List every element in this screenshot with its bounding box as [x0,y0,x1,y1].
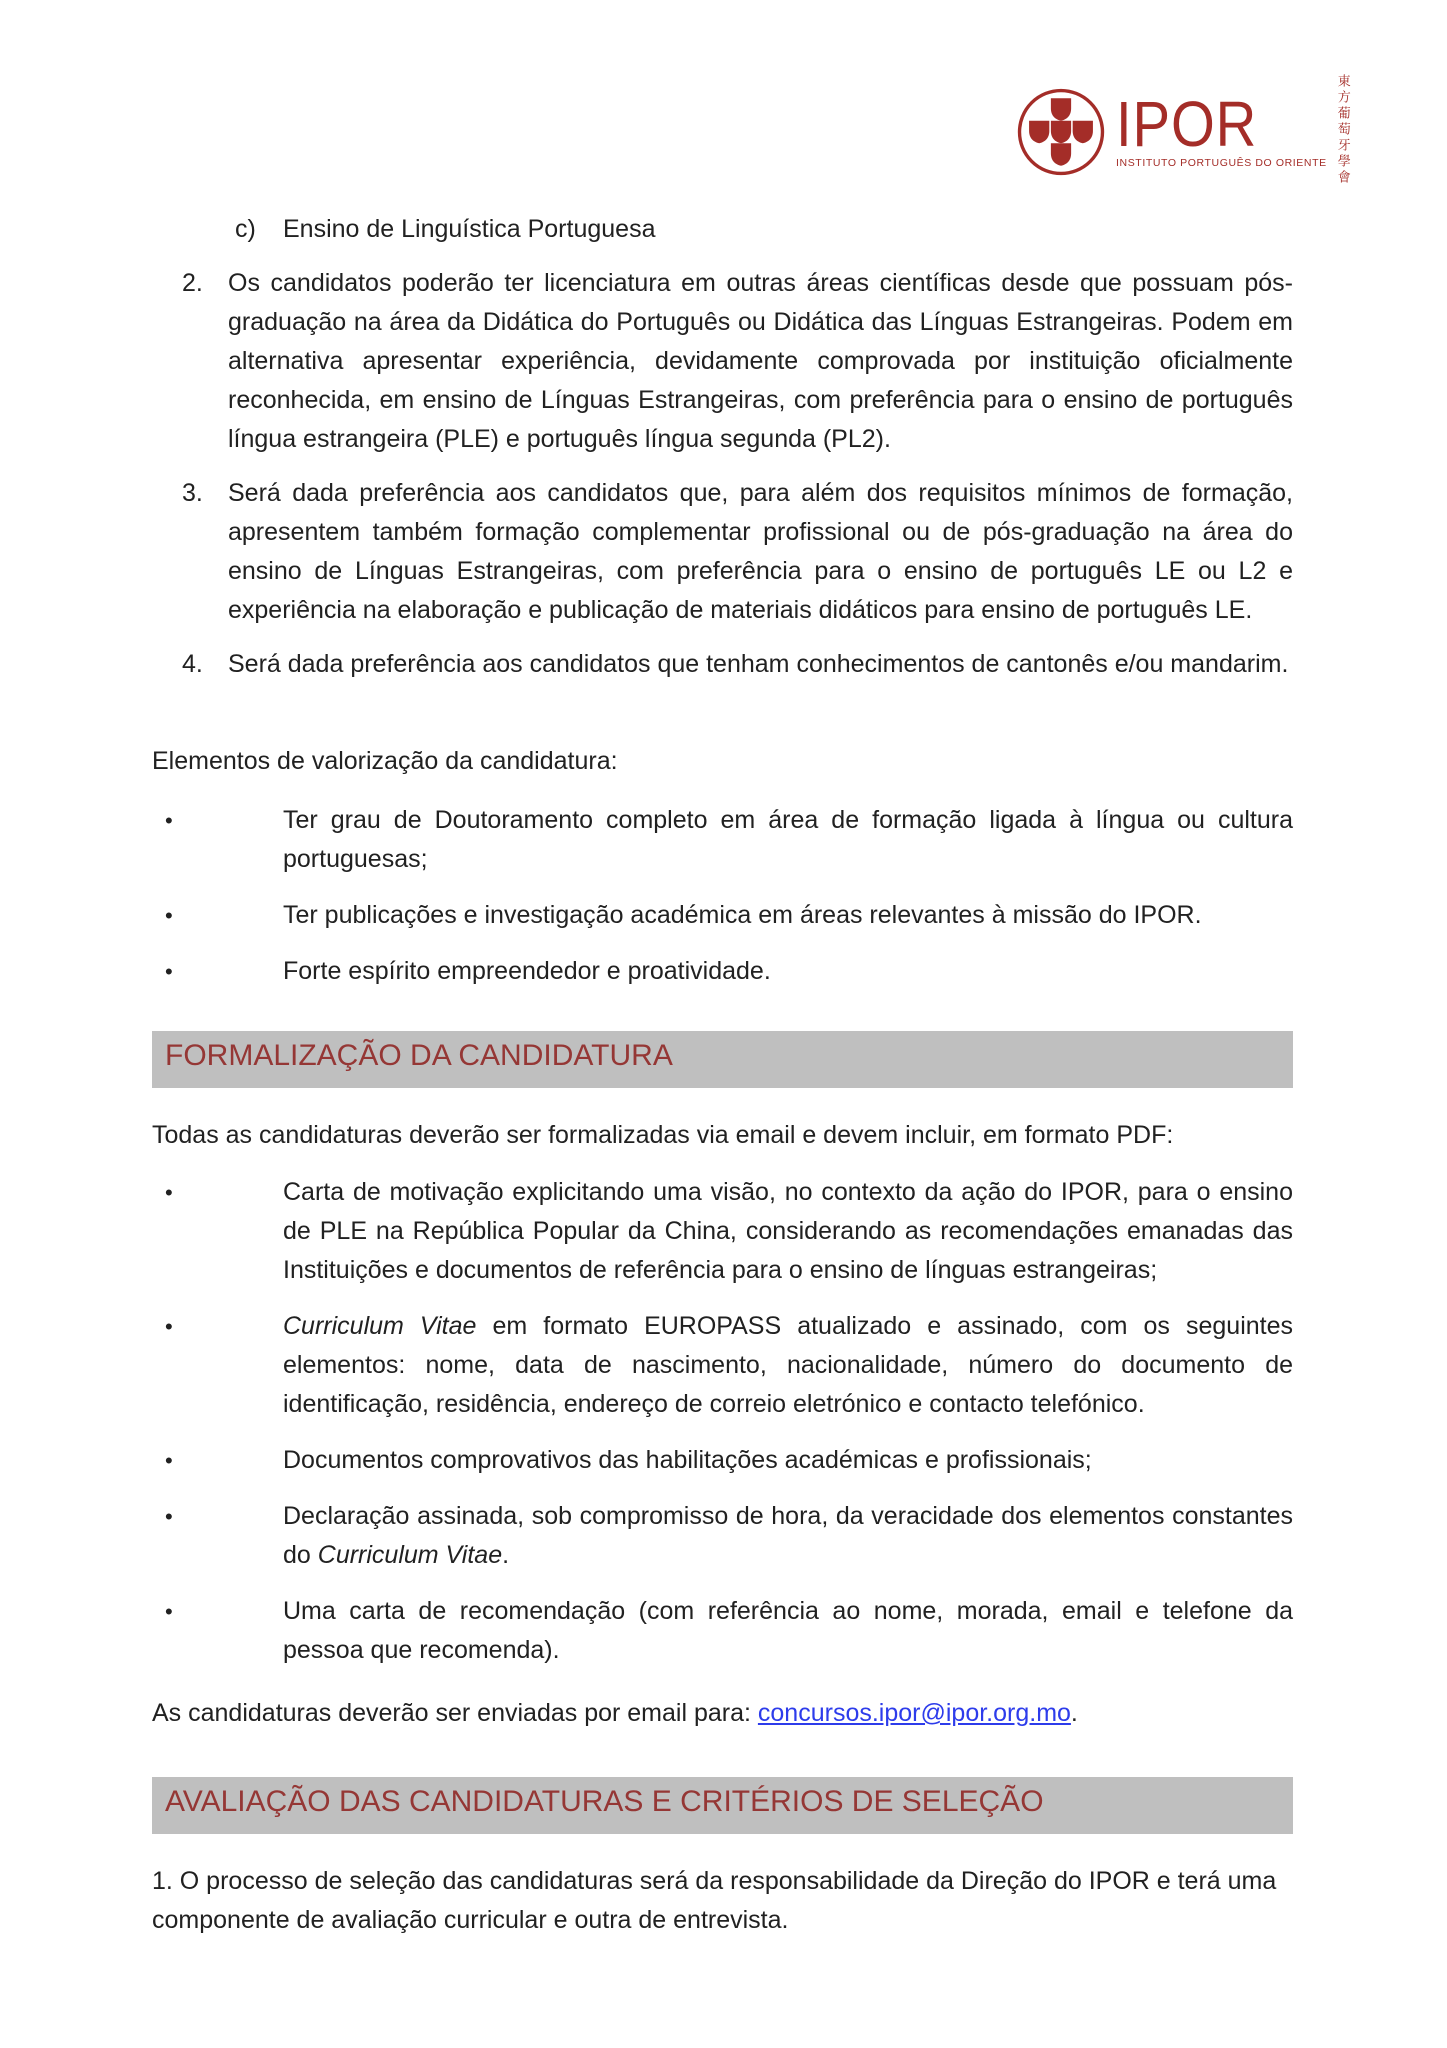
list-marker: c) [235,215,256,243]
bullet-item [152,1592,1293,1670]
curriculum-vitae-italic: Curriculum Vitae [317,1541,503,1569]
curriculum-vitae-italic: Curriculum Vitae [283,1312,477,1340]
list-item-text: Será dada preferência aos candidatos que, para além dos requisitos mínimos de formação, apresentem também formação complementar profissional ou de pós-graduação na área do ensino de Línguas Estrangeiras, com preferência para o ensino de português LE ou L2 e experiência na elaboração e publicação de materiais didáticos para ensino de português LE. [228,479,1293,624]
logo-chinese-name: 東方葡萄牙學會 [1335,74,1351,186]
bullet-item [152,952,1293,991]
bullet-text: Ter grau de Doutoramento completo em área de formação ligada à língua ou cultura portuguesas; [283,806,1293,873]
bullet-text: Ter publicações e investigação académica em áreas relevantes à missão do IPOR. [283,901,1202,929]
list-item-text: Será dada preferência aos candidatos que tenham conhecimentos de cantonês e/ou mandarim. [228,650,1289,678]
bullet-text-pre: Declaração assinada, sob compromisso de hora, da veracidade dos elementos constantes do [283,1502,1293,1569]
bullet-icon: • [165,959,173,984]
bullet-icon: • [165,808,173,833]
bullet-icon: • [165,903,173,928]
bullet-text-post: . [502,1541,510,1569]
email-paragraph [152,1694,1293,1733]
numbered-item-2 [152,264,1293,459]
bullet-text [283,1497,1293,1575]
section-heading-formalizacao: FORMALIZAÇÃO DA CANDIDATURA [152,1031,1293,1088]
document-body [152,0,1293,1940]
bullet-icon: • [165,1504,173,1529]
bullet-item [152,1173,1293,1290]
bullet-item [152,1497,1293,1575]
list-marker: 2. [182,269,203,297]
bullet-text: Documentos comprovativos das habilitações académicas e profissionais; [283,1446,1092,1474]
bullet-icon: • [165,1180,173,1205]
email-suffix: . [1070,1699,1078,1727]
email-prefix: As candidaturas deverão ser enviadas por email para: [152,1699,758,1727]
valorizacao-intro: Elementos de valorização da candidatura: [152,747,618,775]
bullet-item [152,1307,1293,1424]
email-link[interactable]: concursos.ipor@ipor.org.mo [757,1699,1071,1727]
bullet-item [152,1441,1293,1480]
numbered-item-4 [152,645,1293,684]
list-marker: 4. [182,650,203,678]
bullet-text: Forte espírito empreendedor e proatividade. [283,957,771,985]
list-marker: 3. [182,479,203,507]
avaliacao-paragraph: 1. O processo de seleção das candidaturas será da responsabilidade da Direção do IPOR e terá uma componente de avaliação curricular e outra de entrevista. [152,1867,1277,1934]
logo-wordmark: IPOR [1116,88,1258,161]
logo-subtitle: INSTITUTO PORTUGUÊS DO ORIENTE [1116,156,1327,169]
bullet-item [152,801,1293,879]
section-heading-avaliacao: AVALIAÇÃO DAS CANDIDATURAS E CRITÉRIOS DE SELEÇÃO [152,1777,1293,1834]
list-item-text: Os candidatos poderão ter licenciatura em outras áreas científicas desde que possuam pós-graduação na área da Didática do Português ou Didática das Línguas Estrangeiras. Podem em alternativa apresentar experiência, devidamente comprovada por instituição oficialmente reconhecida, em ensino de Línguas Estrangeiras, com preferência para o ensino de português língua estrangeira (PLE) e português língua segunda (PL2). [228,269,1293,453]
bullet-icon: • [165,1314,173,1339]
bullet-item [152,896,1293,935]
numbered-item-3 [152,474,1293,630]
list-item-c [152,210,1293,249]
bullet-icon: • [165,1448,173,1473]
list-item-text: Ensino de Linguística Portuguesa [283,215,656,243]
bullet-text: Carta de motivação explicitando uma visão, no contexto da ação do IPOR, para o ensino de PLE na República Popular da China, considerando as recomendações emanadas das Instituições e documentos de referência para o ensino de línguas estrangeiras; [283,1178,1293,1284]
bullet-text-rest: em formato EUROPASS atualizado e assinado, com os seguintes elementos: nome, data de nascimento, nacionalidade, número do documento de identificação, residência, endereço de correio eletrónico e contacto telefónico. [283,1312,1293,1418]
formalizacao-intro: Todas as candidaturas deverão ser formalizadas via email e devem incluir, em formato PDF: [152,1121,1174,1149]
bullet-text: Uma carta de recomendação (com referência ao nome, morada, email e telefone da pessoa que recomenda). [283,1597,1293,1664]
bullet-icon: • [165,1599,173,1624]
bullet-text [283,1307,1293,1424]
